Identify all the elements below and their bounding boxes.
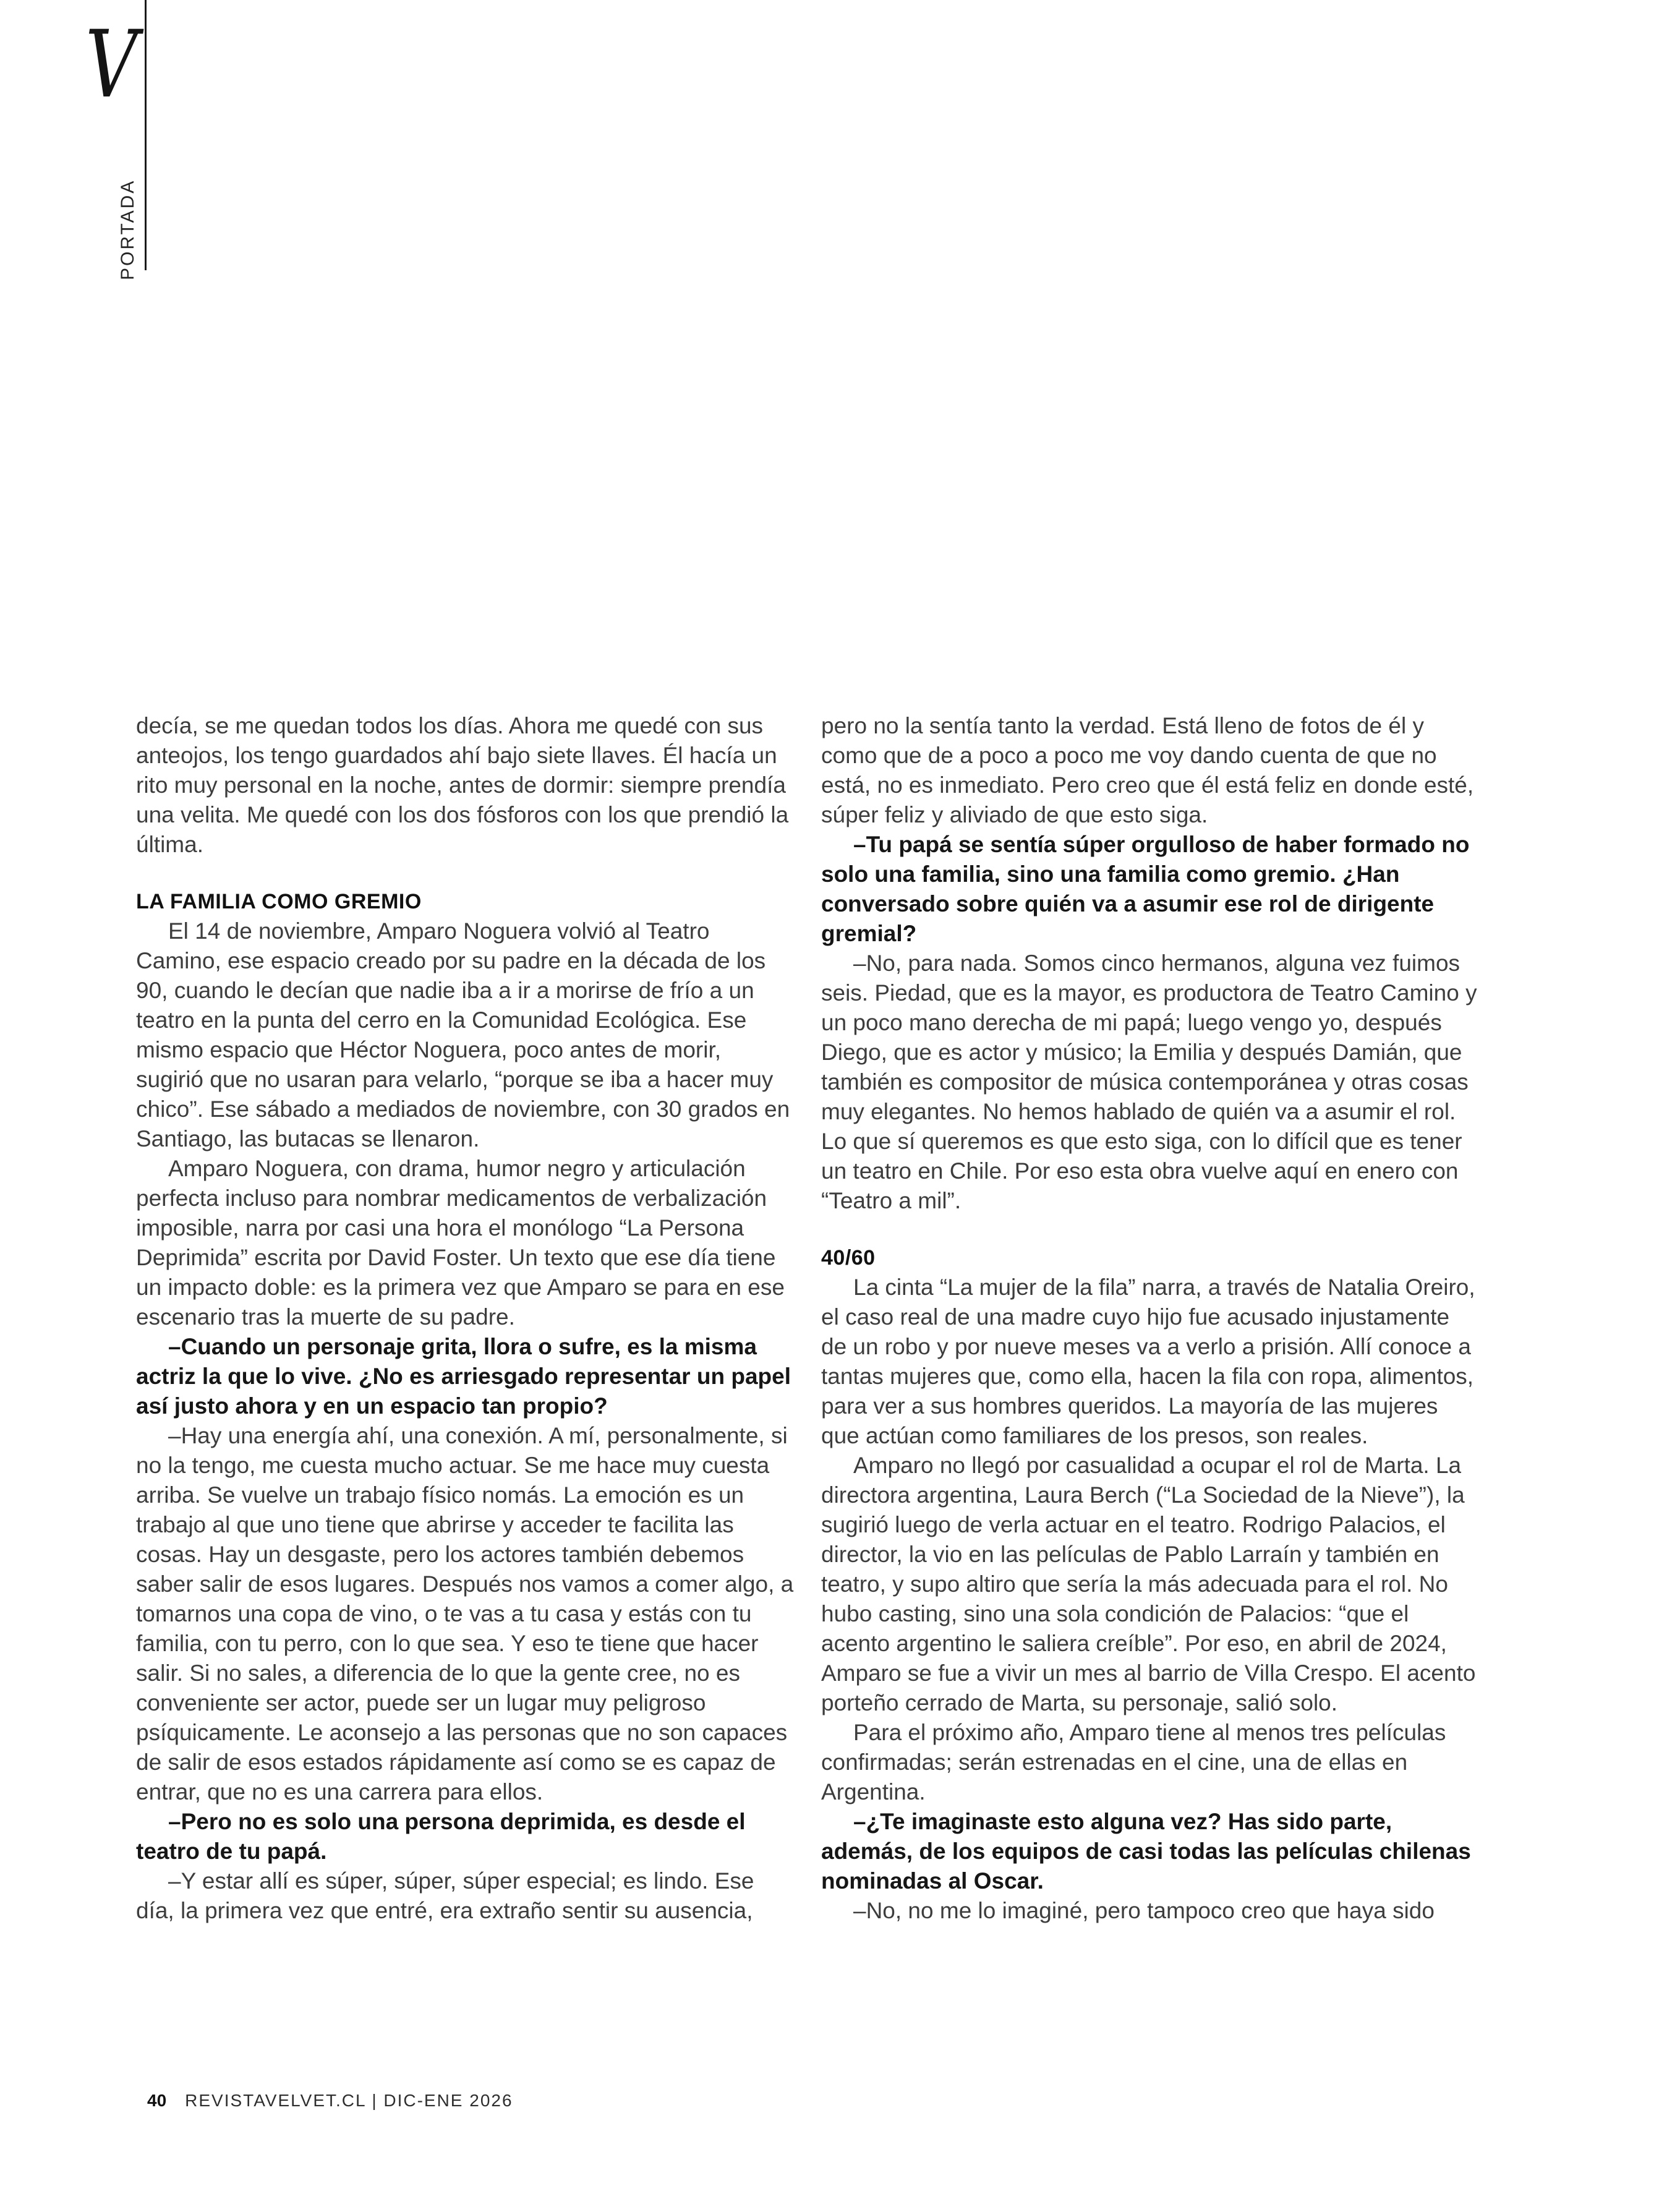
paragraph: –No, para nada. Somos cinco hermanos, alguna vez fuimos seis. Piedad, que es la mayor, es productora de Teatro Camino y un poco mano derecha de mi papá; luego vengo yo, después Diego, que es actor y músico; la Emilia y después Damián, que también es compositor de música contemporánea y otras cosas muy elegantes. No hemos hablado de quién va a asumir el rol. Lo que sí queremos es que esto siga, con lo difícil que es tener un teatro en Chile. Por eso esta obra vuelve aquí en enero con “Teatro a mil”. — [821, 950, 1477, 1213]
column-right — [821, 711, 1479, 1926]
interview-question: –¿Te imaginaste esto alguna vez? Has sido parte, además, de los equipos de casi todas las películas chilenas nominadas al Oscar. — [821, 1809, 1471, 1894]
section-label: PORTADA — [117, 179, 138, 280]
footer-text: REVISTAVELVET.CL | DIC-ENE 2026 — [185, 2091, 513, 2110]
paragraph: –No, no me lo imaginé, pero tampoco creo que haya sido — [853, 1898, 1435, 1923]
paragraph: Amparo Noguera, con drama, humor negro y articulación perfecta incluso para nombrar medicamentos de verbalización imposible, narra por casi una hora el monólogo “La Persona Deprimida” escrita por David Foster. Un texto que ese día tiene un impacto doble: es la primera vez que Amparo se para en ese escenario tras la muerte de su padre. — [136, 1156, 785, 1330]
page-footer — [147, 2091, 513, 2111]
masthead-vertical-rule — [145, 0, 147, 270]
paragraph: –Hay una energía ahí, una conexión. A mí, personalmente, si no la tengo, me cuesta mucho actuar. Se me hace muy cuesta arriba. Se vuelve un trabajo físico nomás. La emoción es un trabajo al que uno tiene que abrirse y acceder te facilita las cosas. Hay un desgaste, pero los actores también debemos saber salir de esos lugares. Después nos vamos a comer algo, a tomarnos una copa de vino, o te vas a tu casa y estás con tu familia, con tu perro, con lo que sea. Y eso te tiene que hacer salir. Si no sales, a diferencia de lo que la gente cree, no es conveniente ser actor, puede ser un lugar muy peligroso psíquicamente. Le aconsejo a las personas que no son capaces de salir de esos estados rápidamente así como se es capaz de entrar, que no es una carrera para ellos. — [136, 1423, 794, 1804]
column-left — [136, 711, 794, 1926]
interview-question: –Cuando un personaje grita, llora o sufre, es la misma actriz la que lo vive. ¿No es arriesgado representar un papel así justo ahora y en un espacio tan propio? — [136, 1334, 791, 1419]
paragraph: La cinta “La mujer de la fila” narra, a través de Natalia Oreiro, el caso real de una madre cuyo hijo fue acusado injustamente de un robo y por nueve meses va a verlo a prisión. Allí conoce a tantas mujeres que, como ella, hacen la fila con ropa, alimentos, para ver a sus hombres queridos. La mayoría de las mujeres que actúan como familiares de los presos, son reales. — [821, 1275, 1475, 1448]
paragraph: –Y estar allí es súper, súper, súper especial; es lindo. Ese día, la primera vez que entré, era extraño sentir su ausencia, — [136, 1868, 754, 1923]
section-heading: LA FAMILIA COMO GREMIO — [136, 890, 422, 913]
section-heading: 40/60 — [821, 1246, 876, 1270]
paragraph: Para el próximo año, Amparo tiene al menos tres películas confirmadas; serán estrenadas en el cine, una de ellas en Argentina. — [821, 1720, 1446, 1804]
paragraph: pero no la sentía tanto la verdad. Está lleno de fotos de él y como que de a poco a poco me voy dando cuenta de que no está, no es inmediato. Pero creo que él está feliz en donde esté, súper feliz y aliviado de que esto siga. — [821, 713, 1474, 827]
interview-question: –Tu papá se sentía súper orgulloso de haber formado no solo una familia, sino una familia como gremio. ¿Han conversado sobre quién va a asumir ese rol de dirigente gremial? — [821, 832, 1470, 946]
interview-question: –Pero no es solo una persona deprimida, es desde el teatro de tu papá. — [136, 1809, 746, 1864]
paragraph: Amparo no llegó por casualidad a ocupar el rol de Marta. La directora argentina, Laura Berch (“La Sociedad de la Nieve”), la sugirió luego de verla actuar en el teatro. Rodrigo Palacios, el director, la vio en las películas de Pablo Larraín y también en teatro, y supo altiro que sería la más adecuada para el rol. No hubo casting, sino una sola condición de Palacios: “que el acento argentino le saliera creíble”. Por eso, en abril de 2024, Amparo se fue a vivir un mes al barrio de Villa Crespo. El acento porteño cerrado de Marta, su personaje, salió solo. — [821, 1453, 1476, 1715]
paragraph: El 14 de noviembre, Amparo Noguera volvió al Teatro Camino, ese espacio creado por su padre en la década de los 90, cuando le decían que nadie iba a ir a morirse de frío a un teatro en la punta del cerro en la Comunidad Ecológica. Ese mismo espacio que Héctor Noguera, poco antes de morir, sugirió que no usaran para velarlo, “porque se iba a hacer muy chico”. Ese sábado a mediados de noviembre, con 30 grados en Santiago, las butacas se llenaron. — [136, 918, 790, 1151]
page-number: 40 — [147, 2091, 167, 2110]
article-body — [136, 711, 1479, 1926]
magazine-logo: V — [85, 11, 138, 119]
paragraph: decía, se me quedan todos los días. Ahora me quedé con sus anteojos, los tengo guardados ahí bajo siete llaves. Él hacía un rito muy personal en la noche, antes de dormir: siempre prendía una velita. Me quedé con los dos fósforos con los que prendió la última. — [136, 713, 789, 857]
